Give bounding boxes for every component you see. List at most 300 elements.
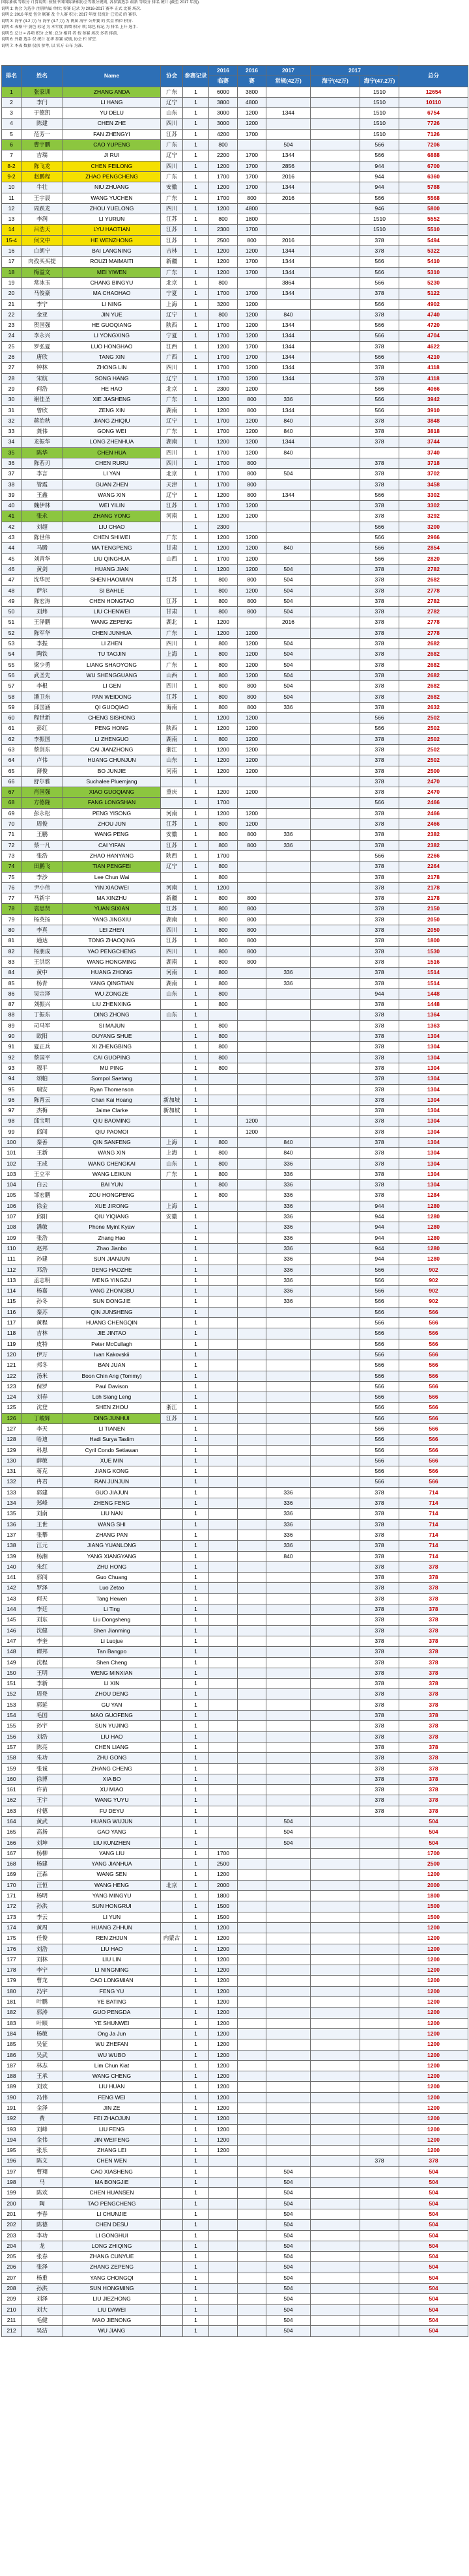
count-cell: 1 bbox=[183, 1148, 209, 1158]
table-row bbox=[2, 1753, 468, 1763]
name-cell: 肉孜买买提 bbox=[21, 257, 63, 267]
score-col-1 bbox=[209, 1307, 238, 1317]
count-cell: 1 bbox=[183, 479, 209, 490]
name-cell: 张浩 bbox=[21, 850, 63, 861]
table-row bbox=[2, 1636, 468, 1646]
score-col-4 bbox=[311, 1816, 360, 1827]
score-col-5 bbox=[360, 2230, 399, 2241]
pinyin-cell: Peter McCullagh bbox=[63, 1339, 161, 1349]
score-col-2 bbox=[238, 1371, 266, 1381]
assoc-cell: 辽宁 bbox=[161, 97, 183, 107]
pinyin-cell: BAI LANGNING bbox=[63, 246, 161, 257]
assoc-cell: 陕西 bbox=[161, 850, 183, 861]
score-col-2 bbox=[238, 2209, 266, 2219]
score-col-5: 378 bbox=[360, 925, 399, 936]
score-col-5: 378 bbox=[360, 776, 399, 787]
pinyin-cell: MU PING bbox=[63, 1063, 161, 1073]
table-row bbox=[2, 288, 468, 299]
score-col-3: 1344 bbox=[266, 150, 311, 161]
score-col-2 bbox=[238, 2166, 266, 2177]
assoc-cell: 辽宁 bbox=[161, 309, 183, 320]
name-cell: 陈亮 bbox=[21, 1742, 63, 1752]
name-cell: 刘大 bbox=[21, 2304, 63, 2315]
table-row bbox=[2, 1498, 468, 1509]
table-row bbox=[2, 1296, 468, 1307]
rank-cell: 147 bbox=[2, 1636, 21, 1646]
rank-cell: 90 bbox=[2, 1031, 21, 1042]
rank-cell: 164 bbox=[2, 1816, 21, 1827]
rank-cell: 83 bbox=[2, 957, 21, 967]
score-col-2 bbox=[238, 2177, 266, 2188]
name-cell: 吴洁 bbox=[21, 2326, 63, 2336]
rank-cell: 39 bbox=[2, 490, 21, 500]
score-col-5: 378 bbox=[360, 309, 399, 320]
count-cell: 1 bbox=[183, 2060, 209, 2071]
rank-cell: 98 bbox=[2, 1116, 21, 1127]
score-col-3 bbox=[266, 1848, 311, 1858]
name-cell: 蔡一凡 bbox=[21, 840, 63, 850]
score-col-3 bbox=[266, 1891, 311, 1901]
score-col-5: 378 bbox=[360, 1095, 399, 1105]
rank-cell: 190 bbox=[2, 2092, 21, 2103]
score-col-4 bbox=[311, 1381, 360, 1392]
pinyin-cell: YANG LIU bbox=[63, 1848, 161, 1858]
score-col-5: 378 bbox=[360, 617, 399, 628]
rank-cell: 85 bbox=[2, 978, 21, 988]
rank-cell: 109 bbox=[2, 1233, 21, 1243]
rank-cell: 184 bbox=[2, 2028, 21, 2039]
name-cell: 李振国 bbox=[21, 734, 63, 744]
count-cell: 1 bbox=[183, 745, 209, 755]
count-cell: 1 bbox=[183, 1530, 209, 1540]
name-cell: 李宁 bbox=[21, 1965, 63, 1976]
score-col-5: 566 bbox=[360, 1424, 399, 1435]
pinyin-cell: YANG CHONGQI bbox=[63, 2273, 161, 2283]
pinyin-cell: NIU ZHUANG bbox=[63, 182, 161, 193]
score-col-2 bbox=[238, 968, 266, 978]
assoc-cell bbox=[161, 1424, 183, 1435]
score-col-4 bbox=[311, 1360, 360, 1371]
score-col-3 bbox=[266, 1392, 311, 1403]
score-col-2 bbox=[238, 1158, 266, 1169]
name-cell: 孙冬 bbox=[21, 1296, 63, 1307]
rank-cell: 24 bbox=[2, 331, 21, 341]
count-cell: 1 bbox=[183, 2156, 209, 2166]
score-col-5 bbox=[360, 2326, 399, 2336]
score-col-4 bbox=[311, 1265, 360, 1275]
score-col-5: 378 bbox=[360, 1573, 399, 1583]
table-row bbox=[2, 830, 468, 840]
score-col-1 bbox=[209, 1657, 238, 1668]
total-cell: 1200 bbox=[399, 1965, 468, 1976]
pinyin-cell: Guo Chuang bbox=[63, 1573, 161, 1583]
table-row bbox=[2, 564, 468, 574]
count-cell: 1 bbox=[183, 1116, 209, 1127]
total-cell: 714 bbox=[399, 1551, 468, 1561]
name-cell: 金伟 bbox=[21, 2135, 63, 2145]
score-col-3: 504 bbox=[266, 1816, 311, 1827]
total-cell: 2178 bbox=[399, 872, 468, 882]
score-col-5: 378 bbox=[360, 1106, 399, 1116]
total-cell: 566 bbox=[399, 1403, 468, 1413]
total-cell: 504 bbox=[399, 2326, 468, 2336]
name-cell: 陈欢 bbox=[21, 2188, 63, 2198]
score-col-3: 504 bbox=[266, 469, 311, 479]
pinyin-cell: WANG PENG bbox=[63, 830, 161, 840]
score-col-1: 800 bbox=[209, 702, 238, 712]
count-cell: 1 bbox=[183, 1647, 209, 1657]
score-col-3 bbox=[266, 2114, 311, 2124]
score-col-2 bbox=[238, 1753, 266, 1763]
count-cell: 1 bbox=[183, 1233, 209, 1243]
count-cell: 1 bbox=[183, 2273, 209, 2283]
score-col-5: 378 bbox=[360, 978, 399, 988]
assoc-cell bbox=[161, 1561, 183, 1572]
count-cell: 1 bbox=[183, 1042, 209, 1052]
score-col-5: 566 bbox=[360, 1477, 399, 1487]
score-col-2 bbox=[238, 1307, 266, 1317]
rank-cell: 189 bbox=[2, 2082, 21, 2092]
score-col-1: 1200 bbox=[209, 628, 238, 638]
table-row bbox=[2, 1880, 468, 1890]
score-col-1 bbox=[209, 1360, 238, 1371]
name-cell: 李根 bbox=[21, 681, 63, 692]
pinyin-cell: ZHOU YUELONG bbox=[63, 203, 161, 214]
name-cell: 沈登 bbox=[21, 1403, 63, 1413]
score-col-4 bbox=[311, 978, 360, 988]
score-col-5 bbox=[360, 1922, 399, 1933]
score-col-3: 1344 bbox=[266, 437, 311, 447]
pinyin-cell: LI ZHENGUO bbox=[63, 734, 161, 744]
total-cell: 2502 bbox=[399, 755, 468, 766]
assoc-cell bbox=[161, 2294, 183, 2304]
score-col-2: 800 bbox=[238, 946, 266, 957]
score-col-3: 336 bbox=[266, 840, 311, 850]
score-col-2 bbox=[238, 1466, 266, 1477]
score-col-2 bbox=[238, 1000, 266, 1010]
score-col-2 bbox=[238, 1243, 266, 1253]
score-col-3 bbox=[266, 723, 311, 734]
score-col-2 bbox=[238, 277, 266, 288]
score-col-3 bbox=[266, 1976, 311, 1986]
count-cell: 1 bbox=[183, 2039, 209, 2050]
assoc-cell bbox=[161, 1848, 183, 1858]
pinyin-cell: SHEN ZHOU bbox=[63, 1403, 161, 1413]
score-col-4 bbox=[311, 501, 360, 511]
pinyin-cell: YUAN SIXIAN bbox=[63, 904, 161, 914]
total-cell: 566 bbox=[399, 1435, 468, 1445]
count-cell: 1 bbox=[183, 2188, 209, 2198]
score-col-2 bbox=[238, 1137, 266, 1147]
score-col-3 bbox=[266, 479, 311, 490]
score-col-2 bbox=[238, 140, 266, 150]
score-col-1: 1200 bbox=[209, 617, 238, 628]
assoc-cell bbox=[161, 1455, 183, 1466]
rank-cell: 71 bbox=[2, 830, 21, 840]
score-col-5: 378 bbox=[360, 1753, 399, 1763]
score-col-2: 800 bbox=[238, 925, 266, 936]
score-col-1 bbox=[209, 1275, 238, 1285]
score-col-2: 1200 bbox=[238, 309, 266, 320]
pinyin-cell: MA CHAOHAO bbox=[63, 288, 161, 299]
score-col-4 bbox=[311, 1190, 360, 1201]
assoc-cell: 北京 bbox=[161, 384, 183, 394]
score-col-5: 378 bbox=[360, 1604, 399, 1615]
name-cell: 邦冬 bbox=[21, 1360, 63, 1371]
name-cell: 沈程 bbox=[21, 1657, 63, 1668]
table-row bbox=[2, 1403, 468, 1413]
count-cell: 1 bbox=[183, 1763, 209, 1774]
pinyin-cell: JIN YUE bbox=[63, 309, 161, 320]
score-col-3: 336 bbox=[266, 1180, 311, 1190]
score-col-4 bbox=[311, 734, 360, 744]
score-col-2 bbox=[238, 1286, 266, 1296]
rank-cell: 44 bbox=[2, 543, 21, 553]
rank-cell: 88 bbox=[2, 1010, 21, 1020]
score-col-2: 1700 bbox=[238, 257, 266, 267]
score-col-4 bbox=[311, 1561, 360, 1572]
score-col-5: 378 bbox=[360, 1190, 399, 1201]
name-cell: 司马军 bbox=[21, 1020, 63, 1031]
assoc-cell bbox=[161, 2198, 183, 2209]
score-col-2: 1200 bbox=[238, 363, 266, 373]
score-col-1: 800 bbox=[209, 819, 238, 830]
table-row bbox=[2, 427, 468, 437]
table-row bbox=[2, 2188, 468, 2198]
score-col-4 bbox=[311, 469, 360, 479]
score-col-3: 504 bbox=[266, 692, 311, 702]
score-col-1 bbox=[209, 1838, 238, 1848]
name-cell: 郭闯 bbox=[21, 1573, 63, 1583]
table-row bbox=[2, 2241, 468, 2251]
pinyin-cell: WANG HONGMING bbox=[63, 957, 161, 967]
score-col-3 bbox=[266, 766, 311, 776]
assoc-cell bbox=[161, 1731, 183, 1742]
table-row bbox=[2, 1700, 468, 1710]
score-col-3 bbox=[266, 1869, 311, 1880]
table-row bbox=[2, 1254, 468, 1265]
score-col-5: 378 bbox=[360, 1530, 399, 1540]
assoc-cell: 江苏 bbox=[161, 575, 183, 585]
note-line: 说明 4: 表格 中 黄色 标记 为 本年度 新增 积分 项; 绿色 标记 为 排名 上升 选手. bbox=[1, 25, 138, 29]
assoc-cell: 辽宁 bbox=[161, 861, 183, 872]
score-col-5: 566 bbox=[360, 1286, 399, 1296]
table-row bbox=[2, 1233, 468, 1243]
pinyin-cell: LIU HAO bbox=[63, 1944, 161, 1954]
score-col-2: 1200 bbox=[238, 320, 266, 331]
score-col-1 bbox=[209, 1583, 238, 1593]
score-col-1 bbox=[209, 1445, 238, 1455]
count-cell: 1 bbox=[183, 692, 209, 702]
score-col-4 bbox=[311, 1403, 360, 1413]
pinyin-cell: LI YURUN bbox=[63, 214, 161, 225]
score-col-1 bbox=[209, 1212, 238, 1222]
rank-cell: 56 bbox=[2, 670, 21, 680]
table-row bbox=[2, 1625, 468, 1636]
assoc-cell: 上海 bbox=[161, 649, 183, 660]
assoc-cell: 宁夏 bbox=[161, 288, 183, 299]
assoc-cell: 广东 bbox=[161, 660, 183, 670]
count-cell: 1 bbox=[183, 1190, 209, 1201]
count-cell: 1 bbox=[183, 501, 209, 511]
score-col-1: 1200 bbox=[209, 490, 238, 500]
score-col-3 bbox=[266, 1986, 311, 1996]
table-row bbox=[2, 1615, 468, 1625]
count-cell: 1 bbox=[183, 193, 209, 203]
pinyin-cell: Sompol Saetang bbox=[63, 1074, 161, 1084]
table-row bbox=[2, 1816, 468, 1827]
score-col-4 bbox=[311, 415, 360, 426]
score-col-5: 378 bbox=[360, 1148, 399, 1158]
score-col-4 bbox=[311, 1349, 360, 1360]
assoc-cell bbox=[161, 2188, 183, 2198]
pinyin-cell: XU MIAO bbox=[63, 1785, 161, 1795]
table-row bbox=[2, 2028, 468, 2039]
score-col-4 bbox=[311, 543, 360, 553]
assoc-cell bbox=[161, 1647, 183, 1657]
assoc-cell bbox=[161, 1604, 183, 1615]
table-row bbox=[2, 1954, 468, 1965]
rank-cell: 185 bbox=[2, 2039, 21, 2050]
total-cell: 7126 bbox=[399, 129, 468, 139]
score-col-4 bbox=[311, 1318, 360, 1328]
score-col-3: 336 bbox=[266, 1286, 311, 1296]
name-cell: 蒋治秋 bbox=[21, 415, 63, 426]
score-col-3 bbox=[266, 1455, 311, 1466]
assoc-cell: 海南 bbox=[161, 702, 183, 712]
rank-cell: 36 bbox=[2, 458, 21, 468]
table-row bbox=[2, 363, 468, 373]
total-cell: 2778 bbox=[399, 628, 468, 638]
score-col-5: 1510 bbox=[360, 129, 399, 139]
count-cell: 1 bbox=[183, 1413, 209, 1423]
score-col-4 bbox=[311, 1700, 360, 1710]
score-col-3 bbox=[266, 904, 311, 914]
score-col-5: 378 bbox=[360, 341, 399, 352]
total-cell: 1304 bbox=[399, 1074, 468, 1084]
assoc-cell bbox=[161, 1922, 183, 1933]
score-col-4 bbox=[311, 904, 360, 914]
score-col-4 bbox=[311, 299, 360, 309]
assoc-cell bbox=[161, 1074, 183, 1084]
score-col-1: 800 bbox=[209, 957, 238, 967]
score-col-1: 800 bbox=[209, 734, 238, 744]
name-cell: 李言 bbox=[21, 469, 63, 479]
ranking-table bbox=[1, 65, 468, 2337]
assoc-cell: 山西 bbox=[161, 670, 183, 680]
rank-cell: 180 bbox=[2, 1986, 21, 1996]
count-cell: 1 bbox=[183, 363, 209, 373]
count-cell: 1 bbox=[183, 861, 209, 872]
rank-cell: 101 bbox=[2, 1148, 21, 1158]
score-col-5: 566 bbox=[360, 490, 399, 500]
count-cell: 1 bbox=[183, 1127, 209, 1137]
score-col-2 bbox=[238, 1827, 266, 1838]
rank-cell: 168 bbox=[2, 1859, 21, 1869]
score-col-5 bbox=[360, 2071, 399, 2082]
table-row bbox=[2, 850, 468, 861]
count-cell: 1 bbox=[183, 850, 209, 861]
name-cell: 孙宇 bbox=[21, 1721, 63, 1731]
total-cell: 566 bbox=[399, 1318, 468, 1328]
table-row bbox=[2, 1286, 468, 1296]
name-cell: 刘浩 bbox=[21, 1944, 63, 1954]
score-col-5: 378 bbox=[360, 1721, 399, 1731]
score-col-2 bbox=[238, 1063, 266, 1073]
score-col-3 bbox=[266, 1010, 311, 1020]
assoc-cell: 陕西 bbox=[161, 320, 183, 331]
total-cell: 2502 bbox=[399, 723, 468, 734]
rank-cell: 176 bbox=[2, 1944, 21, 1954]
name-cell: 钟林 bbox=[21, 363, 63, 373]
total-cell: 504 bbox=[399, 2166, 468, 2177]
score-col-2: 1200 bbox=[238, 660, 266, 670]
count-cell: 1 bbox=[183, 1848, 209, 1858]
score-col-2 bbox=[238, 1965, 266, 1976]
table-row bbox=[2, 1127, 468, 1137]
pinyin-cell: QIU BAOMING bbox=[63, 1116, 161, 1127]
score-col-5: 944 bbox=[360, 1222, 399, 1233]
pinyin-cell: WANG YUCHEN bbox=[63, 193, 161, 203]
name-cell: 黄中 bbox=[21, 968, 63, 978]
score-col-5 bbox=[360, 2304, 399, 2315]
score-col-1 bbox=[209, 1455, 238, 1466]
count-cell: 1 bbox=[183, 766, 209, 776]
rank-cell: 60 bbox=[2, 713, 21, 723]
score-col-3: 1344 bbox=[266, 363, 311, 373]
score-col-4 bbox=[311, 288, 360, 299]
score-col-5: 566 bbox=[360, 1275, 399, 1285]
score-col-4 bbox=[311, 1371, 360, 1381]
score-col-2: 1200 bbox=[238, 108, 266, 119]
name-cell: 谢佳圣 bbox=[21, 395, 63, 405]
pinyin-cell: WU ZONGZE bbox=[63, 988, 161, 999]
table-row bbox=[2, 798, 468, 808]
rank-cell: 136 bbox=[2, 1519, 21, 1530]
count-cell: 1 bbox=[183, 1774, 209, 1784]
score-col-2 bbox=[238, 1816, 266, 1827]
score-col-3 bbox=[266, 533, 311, 543]
pinyin-cell: JIANG YUANLONG bbox=[63, 1541, 161, 1551]
score-col-1: 1200 bbox=[209, 713, 238, 723]
count-cell: 1 bbox=[183, 1976, 209, 1986]
count-cell: 1 bbox=[183, 1158, 209, 1169]
score-col-4 bbox=[311, 766, 360, 776]
rank-cell: 198 bbox=[2, 2177, 21, 2188]
rank-cell: 4 bbox=[2, 119, 21, 129]
total-cell: 504 bbox=[399, 2284, 468, 2294]
score-col-4 bbox=[311, 437, 360, 447]
score-col-4 bbox=[311, 936, 360, 946]
score-col-3 bbox=[266, 1700, 311, 1710]
score-col-2 bbox=[238, 1233, 266, 1243]
rank-cell: 27 bbox=[2, 363, 21, 373]
rank-cell: 1 bbox=[2, 87, 21, 97]
assoc-cell bbox=[161, 1806, 183, 1816]
name-cell: 任俊 bbox=[21, 1933, 63, 1944]
name-cell: 方德隆 bbox=[21, 798, 63, 808]
count-cell: 1 bbox=[183, 946, 209, 957]
score-col-5 bbox=[360, 2294, 399, 2304]
score-col-1: 800 bbox=[209, 639, 238, 649]
rank-cell: 69 bbox=[2, 808, 21, 819]
total-cell: 2000 bbox=[399, 1880, 468, 1890]
score-col-4 bbox=[311, 1169, 360, 1179]
rank-cell: 120 bbox=[2, 1349, 21, 1360]
score-col-5 bbox=[360, 1848, 399, 1858]
pinyin-cell: HUANG WUJUN bbox=[63, 1816, 161, 1827]
score-col-2 bbox=[238, 1647, 266, 1657]
